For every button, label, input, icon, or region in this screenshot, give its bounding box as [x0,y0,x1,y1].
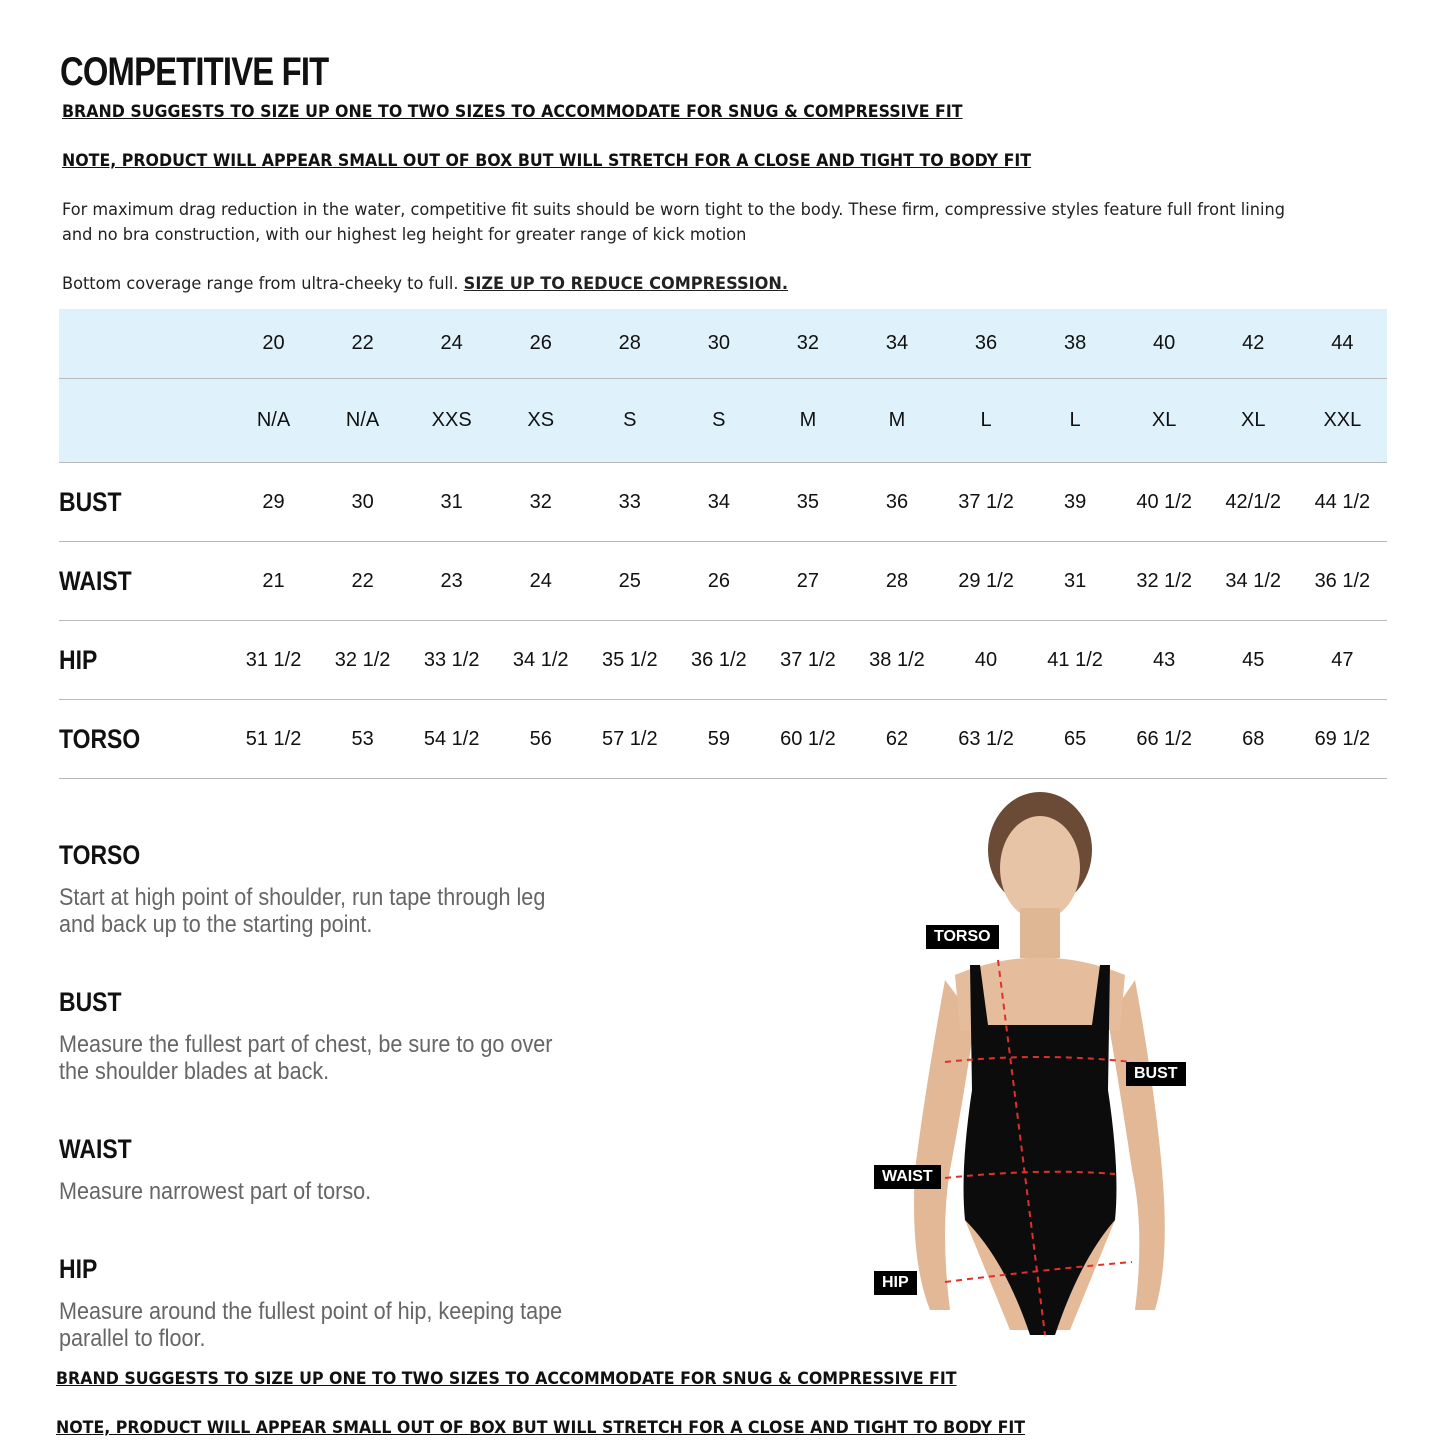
table-cell: 34 1/2 [496,621,585,700]
table-cell: 23 [407,542,496,621]
table-cell: 21 [229,542,318,621]
table-cell: 37 1/2 [942,463,1031,542]
table-cell: XXS [407,379,496,463]
table-cell: 33 [585,463,674,542]
table-cell: 57 1/2 [585,700,674,779]
row-label [59,700,229,779]
torso-tag: TORSO [926,925,999,949]
table-cell: 53 [318,700,407,779]
table-cell: 31 1/2 [229,621,318,700]
table-cell: L [1031,379,1120,463]
guide-bust-text: Measure the fullest part of chest, be sure to go over the shoulder blades at back. [59,1031,553,1085]
hip-tag: HIP [874,1271,917,1295]
row-label-text: BUST [59,486,122,517]
table-cell: XS [496,379,585,463]
table-cell: 32 1/2 [318,621,407,700]
row-label [59,463,229,542]
table-cell: 22 [318,309,407,379]
measurement-row-torso [59,700,1387,779]
coverage-note [62,272,1297,297]
table-cell: 42 [1209,309,1298,379]
table-cell: 44 1/2 [1298,463,1387,542]
row-label-text: TORSO [59,723,141,754]
table-cell: 34 [674,463,763,542]
table-cell: S [585,379,674,463]
table-cell: 43 [1120,621,1209,700]
table-cell: 24 [407,309,496,379]
table-cell: 40 [942,621,1031,700]
table-cell: 32 [496,463,585,542]
table-cell: 66 1/2 [1120,700,1209,779]
row-label [59,542,229,621]
row-label [59,379,229,463]
coverage-text: Bottom coverage range from ultra-cheeky to full. [62,274,459,294]
table-cell: 38 [1031,309,1120,379]
guide-hip-text: Measure around the fullest point of hip, keeping tape parallel to floor. [59,1298,563,1352]
table-cell: 30 [318,463,407,542]
table-cell: 29 [229,463,318,542]
size-chart-table [59,309,1387,779]
table-cell: 47 [1298,621,1387,700]
page-title: COMPETITIVE FIT [60,50,329,94]
row-label [59,621,229,700]
table-cell: L [942,379,1031,463]
table-cell: 39 [1031,463,1120,542]
table-cell: 35 1/2 [585,621,674,700]
table-cell: XL [1120,379,1209,463]
table-cell: 41 1/2 [1031,621,1120,700]
table-cell: 26 [496,309,585,379]
table-cell: 45 [1209,621,1298,700]
table-cell: 25 [585,542,674,621]
numeric-size-row [59,309,1387,379]
coverage-emphasis: SIZE UP TO REDUCE COMPRESSION. [463,274,789,294]
table-cell: 34 1/2 [1209,542,1298,621]
table-cell: N/A [229,379,318,463]
table-cell: 32 1/2 [1120,542,1209,621]
measurement-row-waist [59,542,1387,621]
measurement-row-hip [59,621,1387,700]
table-cell: S [674,379,763,463]
table-cell: 36 [852,463,941,542]
table-cell: 38 1/2 [852,621,941,700]
guide-torso-title: TORSO [59,840,141,870]
size-up-note-footer: BRAND SUGGESTS TO SIZE UP ONE TO TWO SIZES TO ACCOMMODATE FOR SNUG & COMPRESSIVE FIT [56,1369,957,1389]
guide-hip-title: HIP [59,1254,98,1284]
table-cell: 42/1/2 [1209,463,1298,542]
table-cell: 28 [852,542,941,621]
guide-waist-title: WAIST [59,1134,132,1164]
stretch-note: NOTE, PRODUCT WILL APPEAR SMALL OUT OF BOX BUT WILL STRETCH FOR A CLOSE AND TIGHT TO BODY FIT [62,151,1032,171]
table-cell: 35 [763,463,852,542]
table-cell: 24 [496,542,585,621]
table-cell: 36 1/2 [674,621,763,700]
table-cell: 31 [407,463,496,542]
guide-bust-title: BUST [59,987,122,1017]
guide-torso-text: Start at high point of shoulder, run tape through leg and back up to the starting point. [59,884,546,938]
table-cell: 22 [318,542,407,621]
bust-tag: BUST [1126,1062,1186,1086]
measurement-row-bust [59,463,1387,542]
table-cell: 20 [229,309,318,379]
table-cell: XXL [1298,379,1387,463]
row-label-text: HIP [59,644,98,675]
table-cell: 36 [942,309,1031,379]
guide-waist-text: Measure narrowest part of torso. [59,1178,372,1205]
table-cell: 68 [1209,700,1298,779]
fit-description: For maximum drag reduction in the water, competitive fit suits should be worn tight to the body. These firm, compressive styles feature full front lining and no bra construction, with our highest leg height for greater range of kick motion [62,200,1285,245]
table-cell: 33 1/2 [407,621,496,700]
table-cell: 40 1/2 [1120,463,1209,542]
size-up-note: BRAND SUGGESTS TO SIZE UP ONE TO TWO SIZES TO ACCOMMODATE FOR SNUG & COMPRESSIVE FIT [62,102,963,122]
table-cell: 65 [1031,700,1120,779]
table-cell: 56 [496,700,585,779]
row-label-text: WAIST [59,565,132,596]
table-cell: 30 [674,309,763,379]
table-cell: 40 [1120,309,1209,379]
waist-tag: WAIST [874,1165,941,1189]
table-cell: M [763,379,852,463]
table-cell: 44 [1298,309,1387,379]
table-cell: N/A [318,379,407,463]
letter-size-row [59,379,1387,463]
table-cell: 32 [763,309,852,379]
table-cell: 29 1/2 [942,542,1031,621]
table-cell: M [852,379,941,463]
table-cell: 31 [1031,542,1120,621]
table-cell: 37 1/2 [763,621,852,700]
stretch-note-footer: NOTE, PRODUCT WILL APPEAR SMALL OUT OF BOX BUT WILL STRETCH FOR A CLOSE AND TIGHT TO BODY FIT [56,1418,1026,1438]
table-cell: 27 [763,542,852,621]
table-cell: XL [1209,379,1298,463]
table-cell: 51 1/2 [229,700,318,779]
row-label [59,309,229,379]
table-cell: 34 [852,309,941,379]
table-cell: 36 1/2 [1298,542,1387,621]
table-cell: 28 [585,309,674,379]
table-cell: 63 1/2 [942,700,1031,779]
table-cell: 54 1/2 [407,700,496,779]
table-cell: 69 1/2 [1298,700,1387,779]
table-cell: 59 [674,700,763,779]
table-cell: 60 1/2 [763,700,852,779]
table-cell: 62 [852,700,941,779]
table-cell: 26 [674,542,763,621]
